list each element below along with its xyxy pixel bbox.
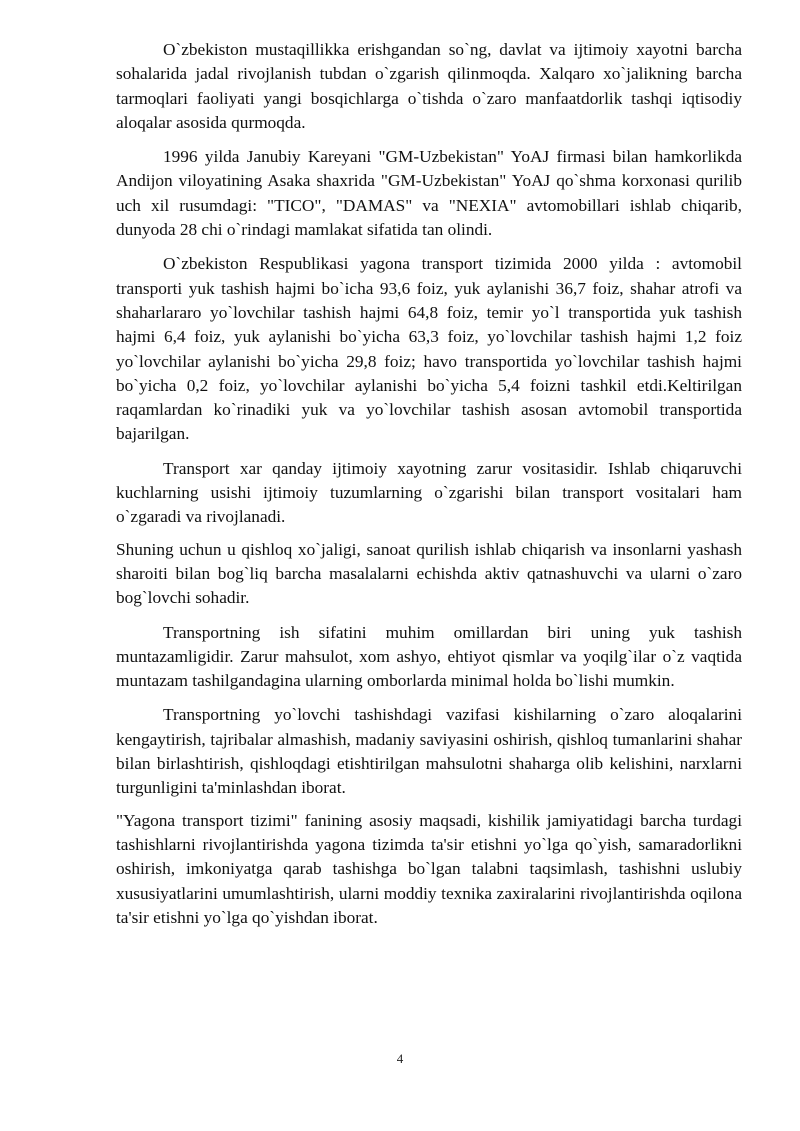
- paragraph-transport-social-role: Transport xar qanday ijtimoiy xayotning zarur vositasidir. Ishlab chiqaruvchi kuchlarning usishi ijtimoiy tuzumlarning o`zgarishi bilan transport vositalari ham o`zgaradi va rivojlanadi.: [116, 458, 742, 527]
- page-number: 4: [396, 1051, 404, 1066]
- paragraph-transport-connecting-sector: Shuning uchun u qishloq xo`jaligi, sanoat qurilish ishlab chiqarish va insonlarni yashash sharoiti bilan bog`liq barcha masalalarni echishda aktiv qatnashuvchi va ularni o`zaro bog`lovchi sohadir.: [116, 539, 742, 608]
- paragraph-gm-uzbekistan: 1996 yilda Janubiy Kareyani "GM-Uzbekistan" YoAJ firmasi bilan hamkorlikda Andijon viloyatining Asaka shaxrida "GM-Uzbekistan" YoAJ qo`shma korxonasi qurilib uch xil rusumdagi: "TICO", "DAMAS" va "NEXIA" avtomobillari ishlab chiqarib, dunyoda 28 chi o`rindagi mamlakat sifatida tan olindi.: [116, 147, 742, 240]
- paragraph-transport-statistics-2000: O`zbekiston Respublikasi yagona transport tizimida 2000 yilda : avtomobil transporti yuk tashish hajmi bo`icha 93,6 foiz, yuk aylanishi 36,7 foiz, shahar atrofi va shaharlararo yo`lovchilar tashish hajmi 64,8 foiz, temir yo`l transportida yuk tashish hajmi 6,4 foiz, yuk aylanishi bo`yicha 63,3 foiz, yo`lovchilar tashish hajmi 1,2 foiz yo`lovchilar aylanishi bo`yicha 29,8 foiz; havo transportida yo`lovchilar tashish hajmi bo`yicha 0,2 foiz, yo`lovchilar aylanishi bo`yicha 5,4 foizni tashkil etdi.Keltirilgan raqamlardan ko`rinadiki yuk va yo`lovchilar tashish asosan avtomobil transportida bajarilgan.: [116, 254, 742, 444]
- paragraph-independence-development: O`zbekiston mustaqillikka erishgandan so`ng, davlat va ijtimoiy xayotni barcha sohalarida jadal rivojlanish tubdan o`zgarish qilinmoqda. Xalqaro xo`jalikning barcha tarmoqlari faoliyati yangi bosqichlarga o`tishda o`zaro manfaatdorlik tashqi iqtisodiy aloqalar asosida qurmoqda.: [116, 40, 742, 132]
- paragraph-unified-transport-system-goal: "Yagona transport tizimi" fanining asosiy maqsadi, kishilik jamiyatidagi barcha turdagi tashishlarni rivojlantirishda yagona tizimda ta'sir etishni yo`lga qo`yish, samaradorlikni oshirish, imkoniyatga qarab tashishga bo`lgan talabni taqsimlash, tashishni uslubiy xususiyatlarini umumlashtirish, ularni moddiy texnika zaxiralarini rivojlantirishda oqilona ta'sir etishni yo`lga qo`yishdan iborat.: [116, 810, 742, 927]
- paragraph-passenger-transport-role: Transportning yo`lovchi tashishdagi vazifasi kishilarning o`zaro aloqalarini kengaytirish, tajribalar almashish, madaniy saviyasini oshirish, qishloq tumanlarini shahar bilan birlashtirish, qishloqdagi etishtirilgan mahsulotni shaharga olib kelishini, narxlarni turgunligini ta'minlashdan iborat.: [116, 705, 742, 798]
- paragraph-freight-regularity: Transportning ish sifatini muhim omillardan biri uning yuk tashish muntazamligidir. Zarur mahsulot, xom ashyo, ehtiyot qismlar va yoqilg`ilar o`z vaqtida muntazam tashilgandagina ularning omborlarda minimal holda bo`lishi mumkin.: [116, 622, 742, 691]
- document-body: [116, 38, 742, 930]
